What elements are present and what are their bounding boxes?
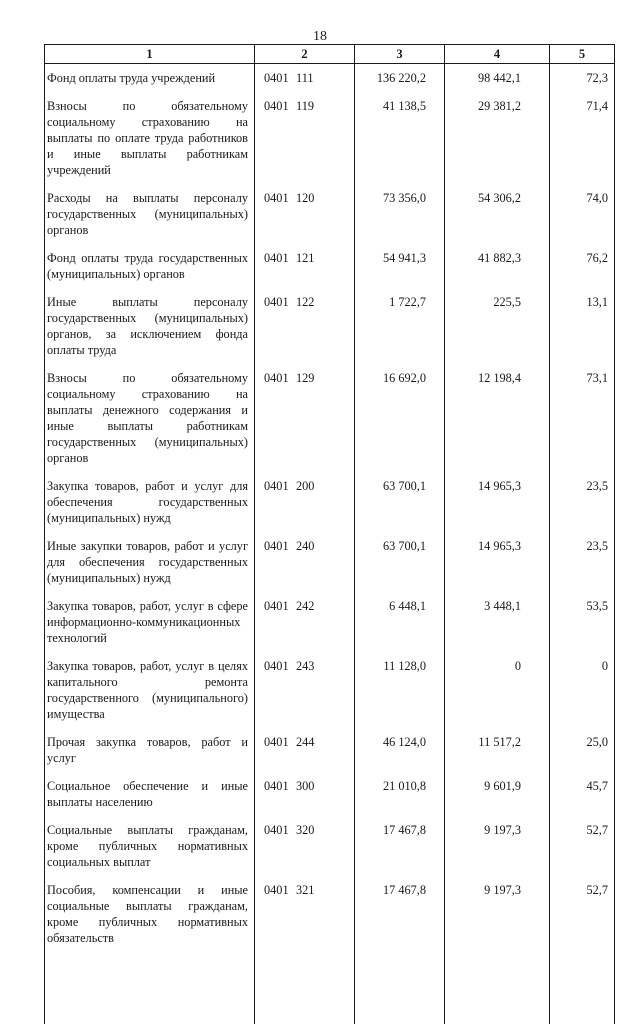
planned-amount: 6 448,1 [355, 594, 445, 654]
execution-percent: 73,1 [550, 366, 615, 474]
expense-type-code: 120 [296, 191, 315, 205]
expense-name: Иные выплаты персоналу государственных (муниципальных) органов, за исключением фонда оплаты труда [45, 290, 255, 366]
expense-name: Прочая закупка товаров, работ и услуг [45, 730, 255, 774]
column-header-3: 3 [355, 45, 445, 64]
table-row [45, 818, 615, 878]
planned-amount: 73 356,0 [355, 186, 445, 246]
actual-amount: 0 [445, 654, 550, 730]
section-code: 0401 [264, 295, 289, 309]
planned-amount: 63 700,1 [355, 534, 445, 594]
budget-table [44, 44, 615, 1024]
table-row [45, 534, 615, 594]
planned-amount: 21 010,8 [355, 774, 445, 818]
column-header-5: 5 [550, 45, 615, 64]
budget-code [255, 290, 355, 366]
expense-type-code: 111 [296, 71, 314, 85]
expense-type-code: 300 [296, 779, 315, 793]
expense-type-code: 119 [296, 99, 314, 113]
budget-code [255, 594, 355, 654]
execution-percent: 23,5 [550, 534, 615, 594]
expense-type-code: 121 [296, 251, 315, 265]
page-number: 18 [313, 29, 327, 44]
expense-name: Взносы по обязательному социальному страхованию на выплаты по оплате труда работников и иные выплаты работникам учреждений [45, 94, 255, 186]
planned-amount: 16 692,0 [355, 366, 445, 474]
actual-amount: 54 306,2 [445, 186, 550, 246]
actual-amount: 12 198,4 [445, 366, 550, 474]
planned-amount: 46 124,0 [355, 730, 445, 774]
actual-amount: 3 448,1 [445, 594, 550, 654]
table-row [45, 730, 615, 774]
table-row [45, 186, 615, 246]
column-header-1: 1 [45, 45, 255, 64]
actual-amount: 14 965,3 [445, 474, 550, 534]
planned-amount: 63 700,1 [355, 474, 445, 534]
table-row [45, 878, 615, 954]
empty-cell [445, 954, 550, 1024]
table-row [45, 594, 615, 654]
section-code: 0401 [264, 823, 289, 837]
expense-type-code: 240 [296, 539, 315, 553]
expense-type-code: 320 [296, 823, 315, 837]
expense-name: Закупка товаров, работ, услуг в целях капитального ремонта государственного (муниципального) имущества [45, 654, 255, 730]
section-code: 0401 [264, 883, 289, 897]
planned-amount: 17 467,8 [355, 878, 445, 954]
budget-code [255, 366, 355, 474]
section-code: 0401 [264, 71, 289, 85]
execution-percent: 13,1 [550, 290, 615, 366]
expense-name: Иные закупки товаров, работ и услуг для обеспечения государственных (муниципальных) нужд [45, 534, 255, 594]
planned-amount: 41 138,5 [355, 94, 445, 186]
actual-amount: 9 601,9 [445, 774, 550, 818]
expense-type-code: 244 [296, 735, 315, 749]
table-row [45, 246, 615, 290]
empty-cell [550, 954, 615, 1024]
table-row [45, 366, 615, 474]
planned-amount: 11 128,0 [355, 654, 445, 730]
table-row [45, 64, 615, 95]
expense-type-code: 200 [296, 479, 315, 493]
budget-code [255, 730, 355, 774]
budget-code [255, 186, 355, 246]
execution-percent: 52,7 [550, 878, 615, 954]
expense-name: Фонд оплаты труда государственных (муниципальных) органов [45, 246, 255, 290]
execution-percent: 76,2 [550, 246, 615, 290]
planned-amount: 136 220,2 [355, 64, 445, 95]
section-code: 0401 [264, 599, 289, 613]
expense-type-code: 122 [296, 295, 315, 309]
column-header-4: 4 [445, 45, 550, 64]
table-row [45, 290, 615, 366]
execution-percent: 23,5 [550, 474, 615, 534]
budget-code [255, 64, 355, 95]
actual-amount: 9 197,3 [445, 878, 550, 954]
table-continuation [45, 954, 615, 1024]
budget-code [255, 654, 355, 730]
budget-code [255, 94, 355, 186]
expense-name: Социальные выплаты гражданам, кроме публичных нормативных социальных выплат [45, 818, 255, 878]
expense-name: Закупка товаров, работ и услуг для обеспечения государственных (муниципальных) нужд [45, 474, 255, 534]
actual-amount: 9 197,3 [445, 818, 550, 878]
actual-amount: 225,5 [445, 290, 550, 366]
expense-name: Фонд оплаты труда учреждений [45, 64, 255, 95]
section-code: 0401 [264, 191, 289, 205]
execution-percent: 71,4 [550, 94, 615, 186]
budget-code [255, 534, 355, 594]
expense-name: Социальное обеспечение и иные выплаты населению [45, 774, 255, 818]
section-code: 0401 [264, 371, 289, 385]
budget-code [255, 246, 355, 290]
execution-percent: 53,5 [550, 594, 615, 654]
table-row [45, 774, 615, 818]
section-code: 0401 [264, 735, 289, 749]
expense-type-code: 129 [296, 371, 315, 385]
expense-name: Взносы по обязательному социальному страхованию на выплаты денежного содержания и иные выплаты работникам государственных (муниципальных) органов [45, 366, 255, 474]
section-code: 0401 [264, 99, 289, 113]
actual-amount: 29 381,2 [445, 94, 550, 186]
budget-code [255, 878, 355, 954]
section-code: 0401 [264, 251, 289, 265]
section-code: 0401 [264, 659, 289, 673]
empty-cell [355, 954, 445, 1024]
actual-amount: 11 517,2 [445, 730, 550, 774]
expense-type-code: 321 [296, 883, 315, 897]
empty-cell [255, 954, 355, 1024]
expense-name: Расходы на выплаты персоналу государственных (муниципальных) органов [45, 186, 255, 246]
execution-percent: 52,7 [550, 818, 615, 878]
expense-type-code: 243 [296, 659, 315, 673]
actual-amount: 98 442,1 [445, 64, 550, 95]
budget-code [255, 774, 355, 818]
section-code: 0401 [264, 539, 289, 553]
expense-type-code: 242 [296, 599, 315, 613]
table-row [45, 94, 615, 186]
column-header-2: 2 [255, 45, 355, 64]
table-row [45, 654, 615, 730]
budget-code [255, 818, 355, 878]
budget-code [255, 474, 355, 534]
planned-amount: 54 941,3 [355, 246, 445, 290]
actual-amount: 14 965,3 [445, 534, 550, 594]
table-header-row [45, 45, 615, 64]
expense-name: Закупка товаров, работ, услуг в сфере информационно-коммуникационных технологий [45, 594, 255, 654]
execution-percent: 25,0 [550, 730, 615, 774]
actual-amount: 41 882,3 [445, 246, 550, 290]
expense-name: Пособия, компенсации и иные социальные выплаты гражданам, кроме публичных нормативных обязательств [45, 878, 255, 954]
execution-percent: 74,0 [550, 186, 615, 246]
execution-percent: 0 [550, 654, 615, 730]
planned-amount: 1 722,7 [355, 290, 445, 366]
section-code: 0401 [264, 779, 289, 793]
planned-amount: 17 467,8 [355, 818, 445, 878]
table-row [45, 474, 615, 534]
execution-percent: 45,7 [550, 774, 615, 818]
empty-cell [45, 954, 255, 1024]
execution-percent: 72,3 [550, 64, 615, 95]
section-code: 0401 [264, 479, 289, 493]
